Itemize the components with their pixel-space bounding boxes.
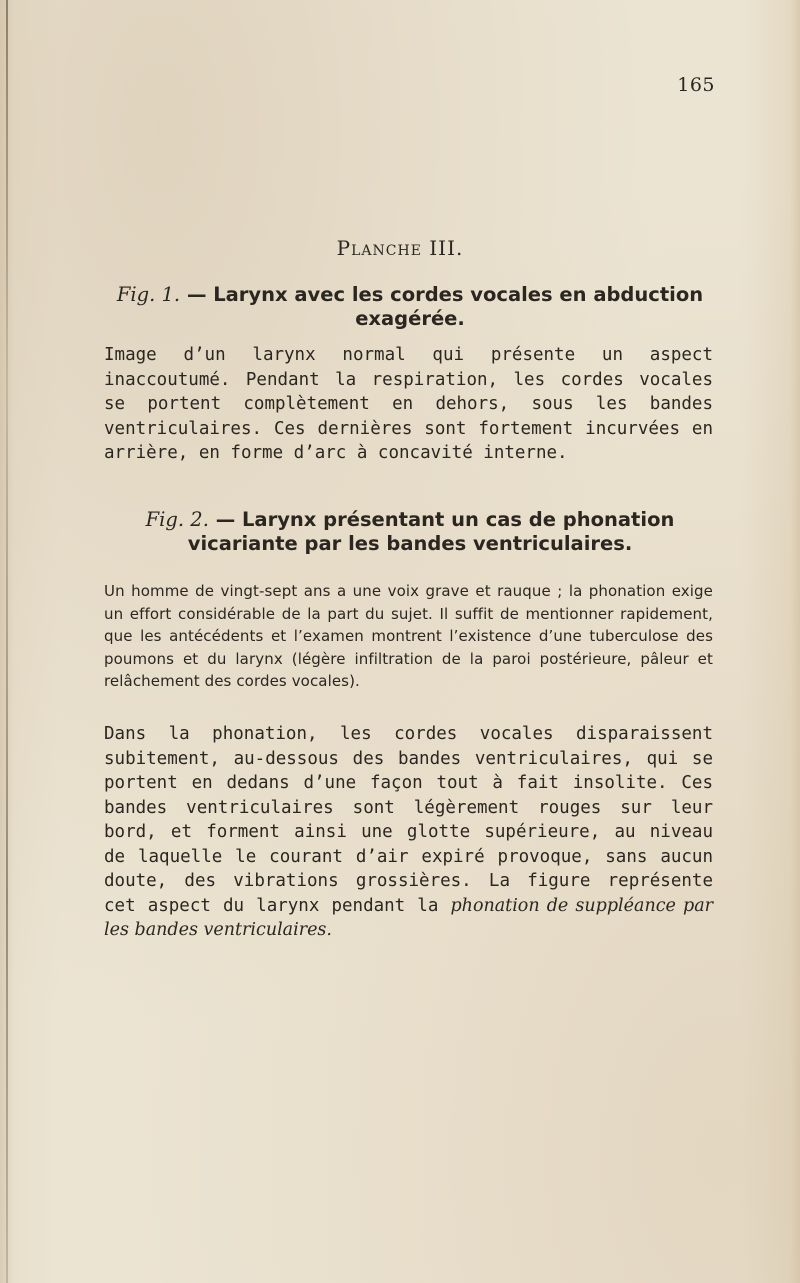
figure-1-caption [100,283,720,331]
figure-2-label: Fig. 2. [145,508,209,531]
figure-2-caption [100,508,720,556]
figure-2-title: — Larynx présentant un cas de phonation vicariante par les bandes ventriculaires. [187,508,675,555]
figure-2-description [104,722,713,943]
figure-1-title: — Larynx avec les cordes vocales en abduction exagérée. [186,283,704,330]
page-number: 165 [677,74,715,96]
figure-2-description-text: Dans la phonation, les cordes vocales disparaissent subitement, au-dessous des bandes ventriculaires, qui se portent en dedans d’une façon tout à fait insolite. Ces bandes ventriculaires sont légèrement rouges sur leur bord, et forment ainsi une glotte supérieure, au niveau de laquelle le courant d’air expiré provoque, sans aucun doute, des vibrations grossières. La figure représente cet aspect du larynx pendant la [104,724,713,916]
figure-2-case-history: Un homme de vingt-sept ans a une voix grave et rauque ; la phonation exige un effort considérable de la part du sujet. Il suffit de mentionner rapidement, que les antécédents et l’examen montrent l’existence d’une tuberculose des poumons et du larynx (légère infiltration de la paroi postérieure, pâleur et relâchement des cordes vocales). [104,582,713,690]
page-edge [6,0,8,1283]
figure-2-description-italic: phonation de suppléance par les bandes ventriculaires. [104,895,713,940]
figure-1-description: Image d’un larynx normal qui présente un aspect inaccoutumé. Pendant la respiration, les cordes vocales se portent complètement en dehors, sous les bandes ventriculaires. Ces dernières sont fortement incurvées en arrière, en forme d’arc à concavité interne. [104,345,713,463]
plate-title: Planche III. [336,236,464,260]
figure-1-label: Fig. 1. [116,283,181,306]
